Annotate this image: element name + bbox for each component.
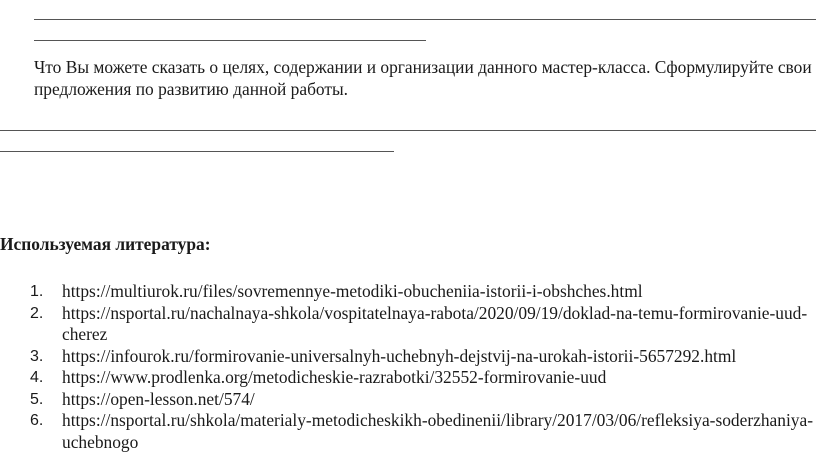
answer-line <box>0 151 394 152</box>
list-number: 5. <box>30 390 44 408</box>
reference-link[interactable]: https://nsportal.ru/shkola/materialy-metodicheskikh-obedinenii/library/2017/03/06/refleksiya-soderzhaniya-uchebnogo <box>62 410 813 452</box>
reference-link[interactable]: https://open-lesson.net/574/ <box>62 388 255 409</box>
list-number: 1. <box>30 283 44 300</box>
list-item <box>0 367 816 389</box>
list-number: 6. <box>30 412 44 429</box>
list-number: 2. <box>30 304 44 322</box>
literature-heading: Используемая литература: <box>0 234 211 254</box>
reference-list <box>0 281 816 453</box>
list-item <box>0 410 816 453</box>
list-item <box>0 346 816 368</box>
list-item <box>0 389 816 411</box>
answer-line <box>0 130 816 131</box>
list-item <box>0 281 816 303</box>
reference-link[interactable]: https://nsportal.ru/nachalnaya-shkola/vospitatelnaya-rabota/2020/09/19/doklad-na-temu-formirovanie-uud-cherez <box>62 302 808 344</box>
reference-link[interactable]: https://multiurok.ru/files/sovremennye-metodiki-obucheniia-istorii-i-obshches.html <box>62 281 643 301</box>
answer-line <box>34 19 816 20</box>
answer-line <box>34 40 426 41</box>
list-number: 3. <box>30 347 44 365</box>
list-item <box>0 303 816 346</box>
reference-link[interactable]: https://www.prodlenka.org/metodicheskie-razrabotki/32552-formirovanie-uud <box>62 367 607 387</box>
reference-link[interactable]: https://infourok.ru/formirovanie-universalnyh-uchebnyh-dejstvij-na-urokah-istorii-5657292.html <box>62 345 737 366</box>
question-text: Что Вы можете сказать о целях, содержании и организации данного мастер-класса. Сформулируйте свои предложения по развитию данной работы. <box>34 57 812 99</box>
list-number: 4. <box>30 369 44 386</box>
